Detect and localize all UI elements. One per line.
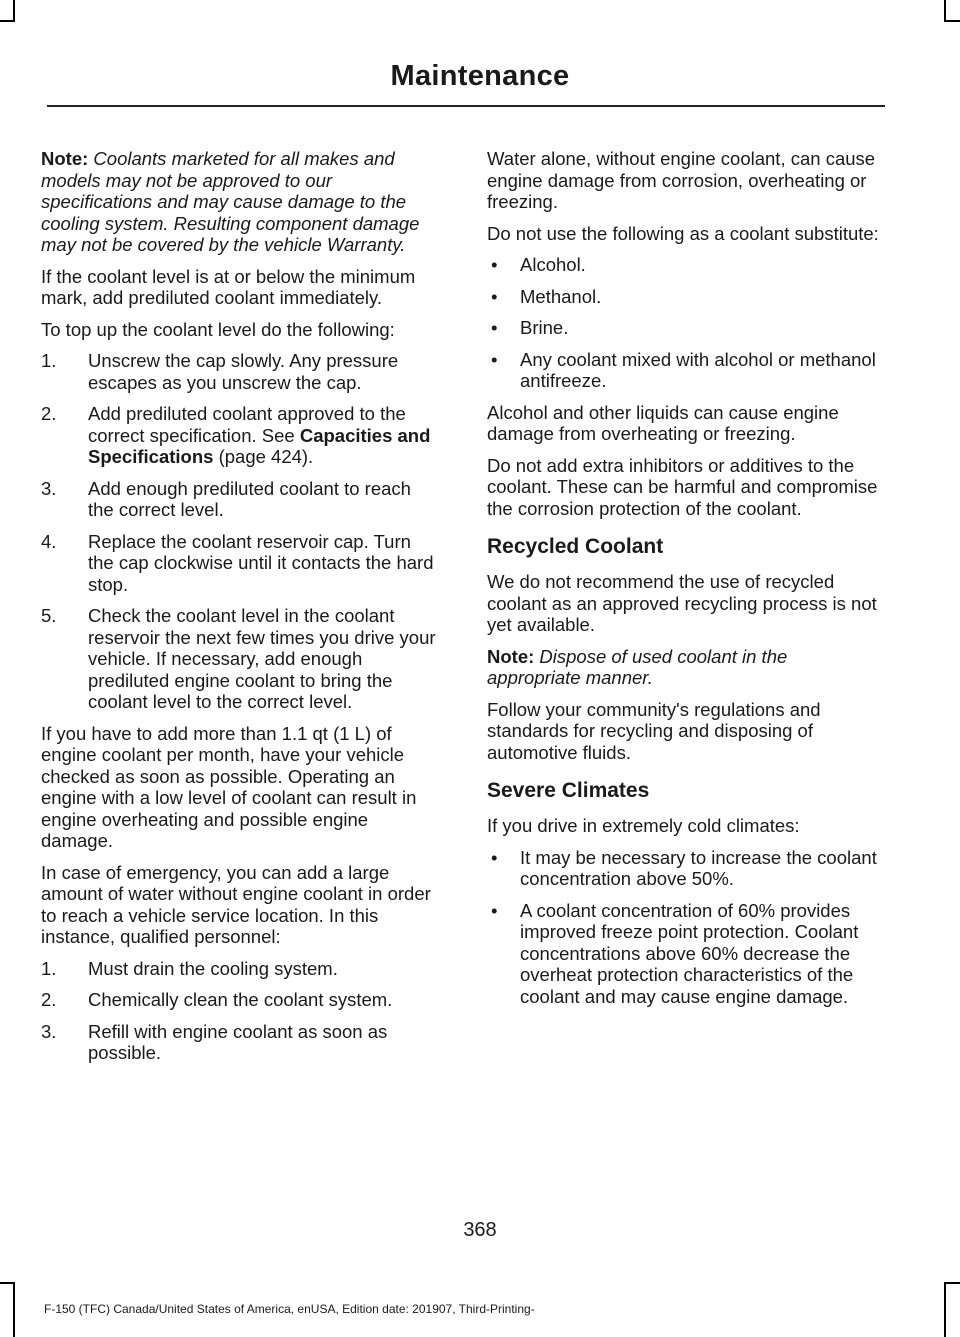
bullet-icon: •: [491, 348, 498, 370]
paragraph-regulations: Follow your community's regulations and standards for recycling and disposing of automotive fluids.: [487, 698, 821, 763]
step-number: 2.: [41, 403, 57, 424]
crop-mark: [0, 1282, 14, 1284]
list-item: [487, 900, 882, 1008]
step-text-page-ref: (page 424).: [213, 446, 314, 467]
list-item: [41, 350, 436, 393]
step-text: Must drain the cooling system.: [88, 957, 338, 979]
list-item: [41, 531, 436, 596]
note-text: Coolants marketed for all makes and models may not be approved to our specifications and may cause damage to the cooling system. Resulting component damage may not be covered by the vehicle Warranty.: [41, 148, 420, 255]
paragraph-recycled: We do not recommend the use of recycled coolant as an approved recycling process is not yet available.: [487, 571, 877, 635]
step-number: 1.: [41, 350, 57, 371]
list-item-text: Any coolant mixed with alcohol or methanol antifreeze.: [520, 348, 876, 391]
section-heading-recycled-coolant: Recycled Coolant: [487, 535, 664, 558]
page-title: Maintenance: [390, 60, 570, 92]
emergency-steps-list: [41, 958, 436, 1064]
list-item-text: A coolant concentration of 60% provides improved freeze point protection. Coolant concentrations above 60% decrease the overheat protection characteristics of the coolant and may cause engine damage.: [520, 899, 859, 1007]
coolant-note: [41, 148, 436, 256]
step-number: 4.: [41, 530, 57, 552]
step-text: Refill with engine coolant as soon as possible.: [88, 1020, 388, 1063]
crop-mark: [13, 0, 15, 22]
crop-mark: [13, 1282, 15, 1337]
bullet-icon: •: [491, 317, 498, 338]
list-item: [41, 958, 436, 980]
step-text: Add enough prediluted coolant to reach the correct level.: [88, 477, 411, 520]
note-label: Note:: [487, 645, 535, 667]
paragraph-topup-intro: To top up the coolant level do the following:: [41, 318, 395, 340]
topup-steps-list: [41, 350, 436, 713]
climate-bullets-list: [487, 847, 882, 1008]
footer-edition-info: F-150 (TFC) Canada/United States of America, enUSA, Edition date: 201907, Third-Printing-: [44, 1302, 535, 1316]
step-text: Unscrew the cap slowly. Any pressure escapes as you unscrew the cap.: [88, 350, 399, 393]
crop-mark: [944, 1282, 946, 1337]
crop-mark: [946, 1282, 960, 1284]
list-item: [487, 317, 882, 339]
list-item: [41, 478, 436, 521]
step-number: 3.: [41, 477, 57, 499]
list-item: [41, 989, 436, 1011]
step-number: 2.: [41, 989, 57, 1010]
step-number: 1.: [41, 957, 57, 979]
crop-mark: [946, 20, 960, 22]
paragraph-cold-climates: If you drive in extremely cold climates:: [487, 815, 800, 836]
list-item: [487, 286, 882, 308]
bullet-icon: •: [491, 899, 498, 921]
section-heading-severe-climates: Severe Climates: [487, 779, 650, 802]
bullet-icon: •: [491, 285, 498, 307]
list-item: [41, 403, 436, 468]
left-column: [41, 148, 436, 1074]
step-text: Replace the coolant reservoir cap. Turn the cap clockwise until it contacts the hard stop.: [88, 530, 434, 595]
right-column: [487, 148, 882, 1017]
paragraph-monthly-usage: If you have to add more than 1.1 qt (1 L) of engine coolant per month, have your vehicle checked as soon as possible. Operating an engine with a low level of coolant can result in engine overheating and possible engine damage.: [41, 722, 417, 851]
recycled-note: [487, 646, 882, 689]
note-text: Dispose of used coolant in the appropriate manner.: [487, 645, 788, 688]
step-number: 3.: [41, 1020, 57, 1042]
header-divider: [47, 105, 885, 107]
bullet-icon: •: [491, 254, 498, 275]
step-text: Check the coolant level in the coolant reservoir the next few times you drive your vehicle. If necessary, add enough prediluted engine coolant to bring the coolant level to the correct level.: [88, 605, 436, 712]
list-item: [487, 254, 882, 276]
list-item-text: Brine.: [520, 317, 569, 338]
paragraph-alcohol-damage: Alcohol and other liquids can cause engine damage from overheating or freezing.: [487, 401, 839, 444]
list-item: [487, 847, 882, 890]
paragraph-substitute-intro: Do not use the following as a coolant substitute:: [487, 222, 879, 244]
paragraph-minimum-level: If the coolant level is at or below the minimum mark, add prediluted coolant immediately.: [41, 265, 416, 308]
list-item: [41, 1021, 436, 1064]
bullet-icon: •: [491, 846, 498, 868]
list-item: [487, 349, 882, 392]
step-number: 5.: [41, 605, 57, 626]
paragraph-water-alone: Water alone, without engine coolant, can cause engine damage from corrosion, overheating or freezing.: [487, 148, 876, 212]
step-text: Add prediluted coolant approved to the correct specification. See: [88, 403, 406, 446]
list-item-text: Methanol.: [520, 285, 602, 307]
list-item-text: Alcohol.: [520, 254, 586, 275]
step-text: Chemically clean the coolant system.: [88, 989, 393, 1010]
capacities-specifications-link[interactable]: Capacities and Specifications: [88, 424, 431, 467]
note-label: Note:: [41, 148, 89, 169]
list-item: [41, 605, 436, 713]
paragraph-emergency: In case of emergency, you can add a large amount of water without engine coolant in order to reach a vehicle service location. In this instance, qualified personnel:: [41, 861, 431, 947]
list-item-text: It may be necessary to increase the coolant concentration above 50%.: [520, 846, 877, 889]
crop-mark: [0, 20, 14, 22]
page-number: 368: [463, 1219, 497, 1241]
paragraph-inhibitors: Do not add extra inhibitors or additives to the coolant. These can be harmful and compromise the corrosion protection of the coolant.: [487, 454, 878, 519]
crop-mark: [944, 0, 946, 22]
substitutes-list: [487, 254, 882, 392]
